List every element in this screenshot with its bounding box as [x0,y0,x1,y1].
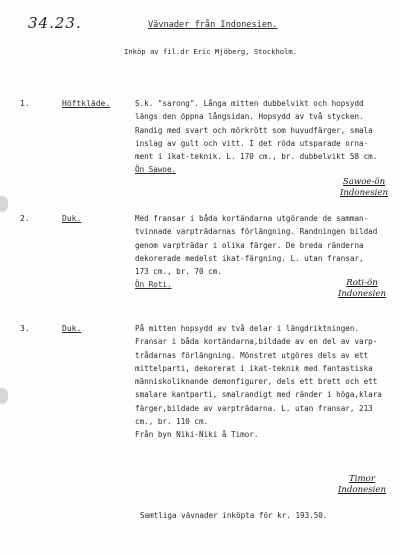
item-description [135,97,397,177]
margin-note-line: Sawoe-ön [342,177,386,187]
item-name: Höftkläde. [62,99,111,108]
description-line: Med fransar i båda kortändarna utgörande de samman- [135,214,369,223]
punch-hole-bottom [0,388,8,404]
description-line: 173 cm., br. 70 cm. [135,267,222,277]
margin-note-line: Timor [349,474,375,484]
item-number: 1. [20,99,30,108]
description-line: ment i ikat-teknik. L. 170 cm., br. dubbelvikt 58 cm. [135,152,378,162]
description-line: dekorerade medelst ikat-färgning. L. utan fransar, [135,253,364,263]
description-line: På mitten hopsydd av två delar i längdriktningen. [135,324,360,333]
item-number: 3. [20,324,30,333]
margin-note-line: Roti-ön [346,278,378,288]
purchase-note: Inköp av fil.dr Eric Mjöberg, Stockholm. [124,47,298,56]
item-name: Duk. [62,324,82,333]
handwritten-margin-note [338,474,386,496]
description-line: S.k. "sarong". Långa mitten dubbelvikt och hopsydd [135,99,364,108]
handwritten-margin-note [338,278,386,300]
description-line: färger,bildade av varpträdarna. L. utan fransar, 213 [135,403,373,413]
description-line: tvinnade varpträdarnas förlängning. Randningen bildad [135,227,378,237]
description-line: inslag av gult och vitt. I det röda utsparade orna- [135,138,369,148]
description-line: Randig med svart och mörkrött som huvudfärger, smala [135,125,373,135]
handwritten-catalog-number: 34.23. [28,14,82,32]
page-title: Vävnader från Indonesien. [148,20,278,30]
description-line: trådarnas förlängning. Mönstret utgöres dels av ett [135,350,369,360]
item-origin: Ön Sawoe. [135,165,177,175]
description-line: Fransar i båda kortändarna,bildade av en del av varp- [135,337,378,347]
item-origin: Från byn Niki-Niki å Timor. [135,430,259,440]
description-line: smalare kantparti, smalrandigt med ränder i höga,klara [135,390,382,400]
item-number: 2. [20,214,30,223]
margin-note-line: Indonesien [338,289,387,299]
description-line: människoliknande demonfigurer, dels ett brett och ett [135,377,378,387]
handwritten-margin-note [340,177,388,199]
margin-note-line: Indonesien [340,188,389,198]
description-line: cm., br. 110 cm. [135,417,209,427]
punch-hole-top [0,196,8,212]
total-purchase-note: Samtliga vävnader inköpta för kr. 193.50. [140,511,328,520]
margin-note-line: Indonesien [338,485,387,495]
description-line: genom varpträdar i olika färger. De breda ränderna [135,240,364,250]
description-line: mittelparti, dekorerat i ikat-teknik med fantastiska [135,363,373,373]
item-name: Duk. [62,214,82,223]
item-origin: Ön Roti. [135,280,172,290]
description-line: längs den öppna långsidan. Hopsydd av två stycken. [135,112,364,122]
item-description [135,322,397,442]
